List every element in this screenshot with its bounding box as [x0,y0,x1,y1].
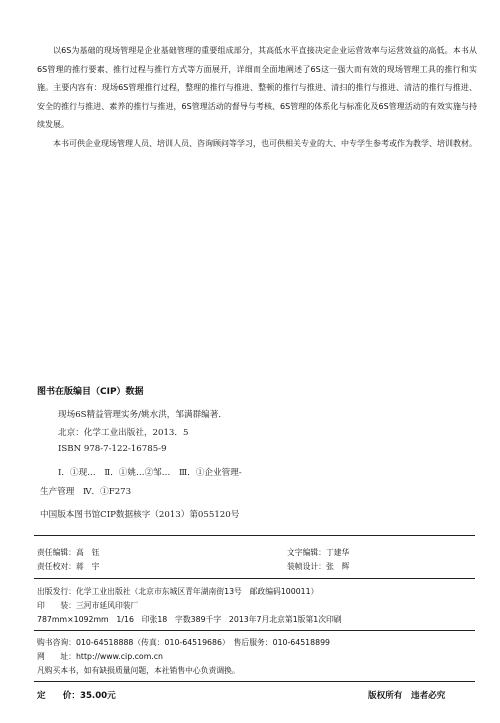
publisher-info: 出版发行：化学工业出版社（北京市东城区青年湖南街13号 邮政编码100011） [37,587,319,596]
cip-line-title: 现场6S精益管理实务/姚水洪，邹满群编著． [58,410,227,420]
cip-record-number: 中国版本图书馆CIP数据核字（2013）第055120号 [40,510,240,520]
responsible-editor: 责任编辑：高 钰 [37,548,100,557]
price: 定 价：35.00元 [37,691,116,701]
copyright-notice: 版权所有 违者必究 [368,691,446,701]
divider [34,681,475,682]
cip-line-classification-cont: 生产管理 Ⅳ．①F273 [40,487,132,497]
description-paragraph-2: 本书可供企业现场管理人员、培训人员、咨询顾问等学习，也可供相关专业的大、中专学生参考或作为教学、培训教材。 [53,138,477,148]
cip-heading: 图书在版编目（CIP）数据 [37,387,144,397]
printer-info: 印 装：三河市延风印装厂 [37,601,139,610]
divider [34,535,475,536]
replacement-notice: 凡购买本书，如有缺损质量问题，本社销售中心负责调换。 [37,666,240,675]
print-specs: 787mm×1092mm 1/16 印张18 字数389千字 2013年7月北京第1版第1次印刷 [37,615,342,624]
cip-line-publisher: 北京：化学工业出版社，2013．5 [58,428,189,438]
description-paragraph-1: 以6S为基础的现场管理是企业基础管理的重要组成部分，其高低水平直接决定企业运营效率与运营效益的高低。本书从6S管理的推行要素、推行过程与推行方式等方面展开，详细而全面地阐述了6S这一强大而有效的现场管理工具的推行和实施。主要内容有：现场6S管理推行过程，整理的推行与推进、整顿的推行与推进、清扫的推行与推进、清洁的推行与推进、安全的推行与推进、素养的推行与推进，6S管理活动的督导与考核、6S管理的体系化与标准化及6S管理活动的有效实施与持续发展。 [37,46,477,129]
divider [34,630,475,631]
website: 网 址：http://www.cip.com.cn [37,652,164,661]
book-description [37,42,477,153]
purchase-contact: 购书咨询：010-64518888（传真：010-64519686） 售后服务：010-64518899 [37,638,330,647]
cover-designer: 装帧设计：张 辉 [287,562,350,571]
cip-line-classification: Ⅰ．①现… Ⅱ．①姚…②邹… Ⅲ．①企业管理- [58,468,242,478]
text-editor: 文字编辑：丁建华 [287,548,350,557]
cip-line-isbn: ISBN 978-7-122-16785-9 [58,444,167,454]
divider [34,578,475,579]
responsible-proofreader: 责任校对：蒋 宇 [37,562,100,571]
